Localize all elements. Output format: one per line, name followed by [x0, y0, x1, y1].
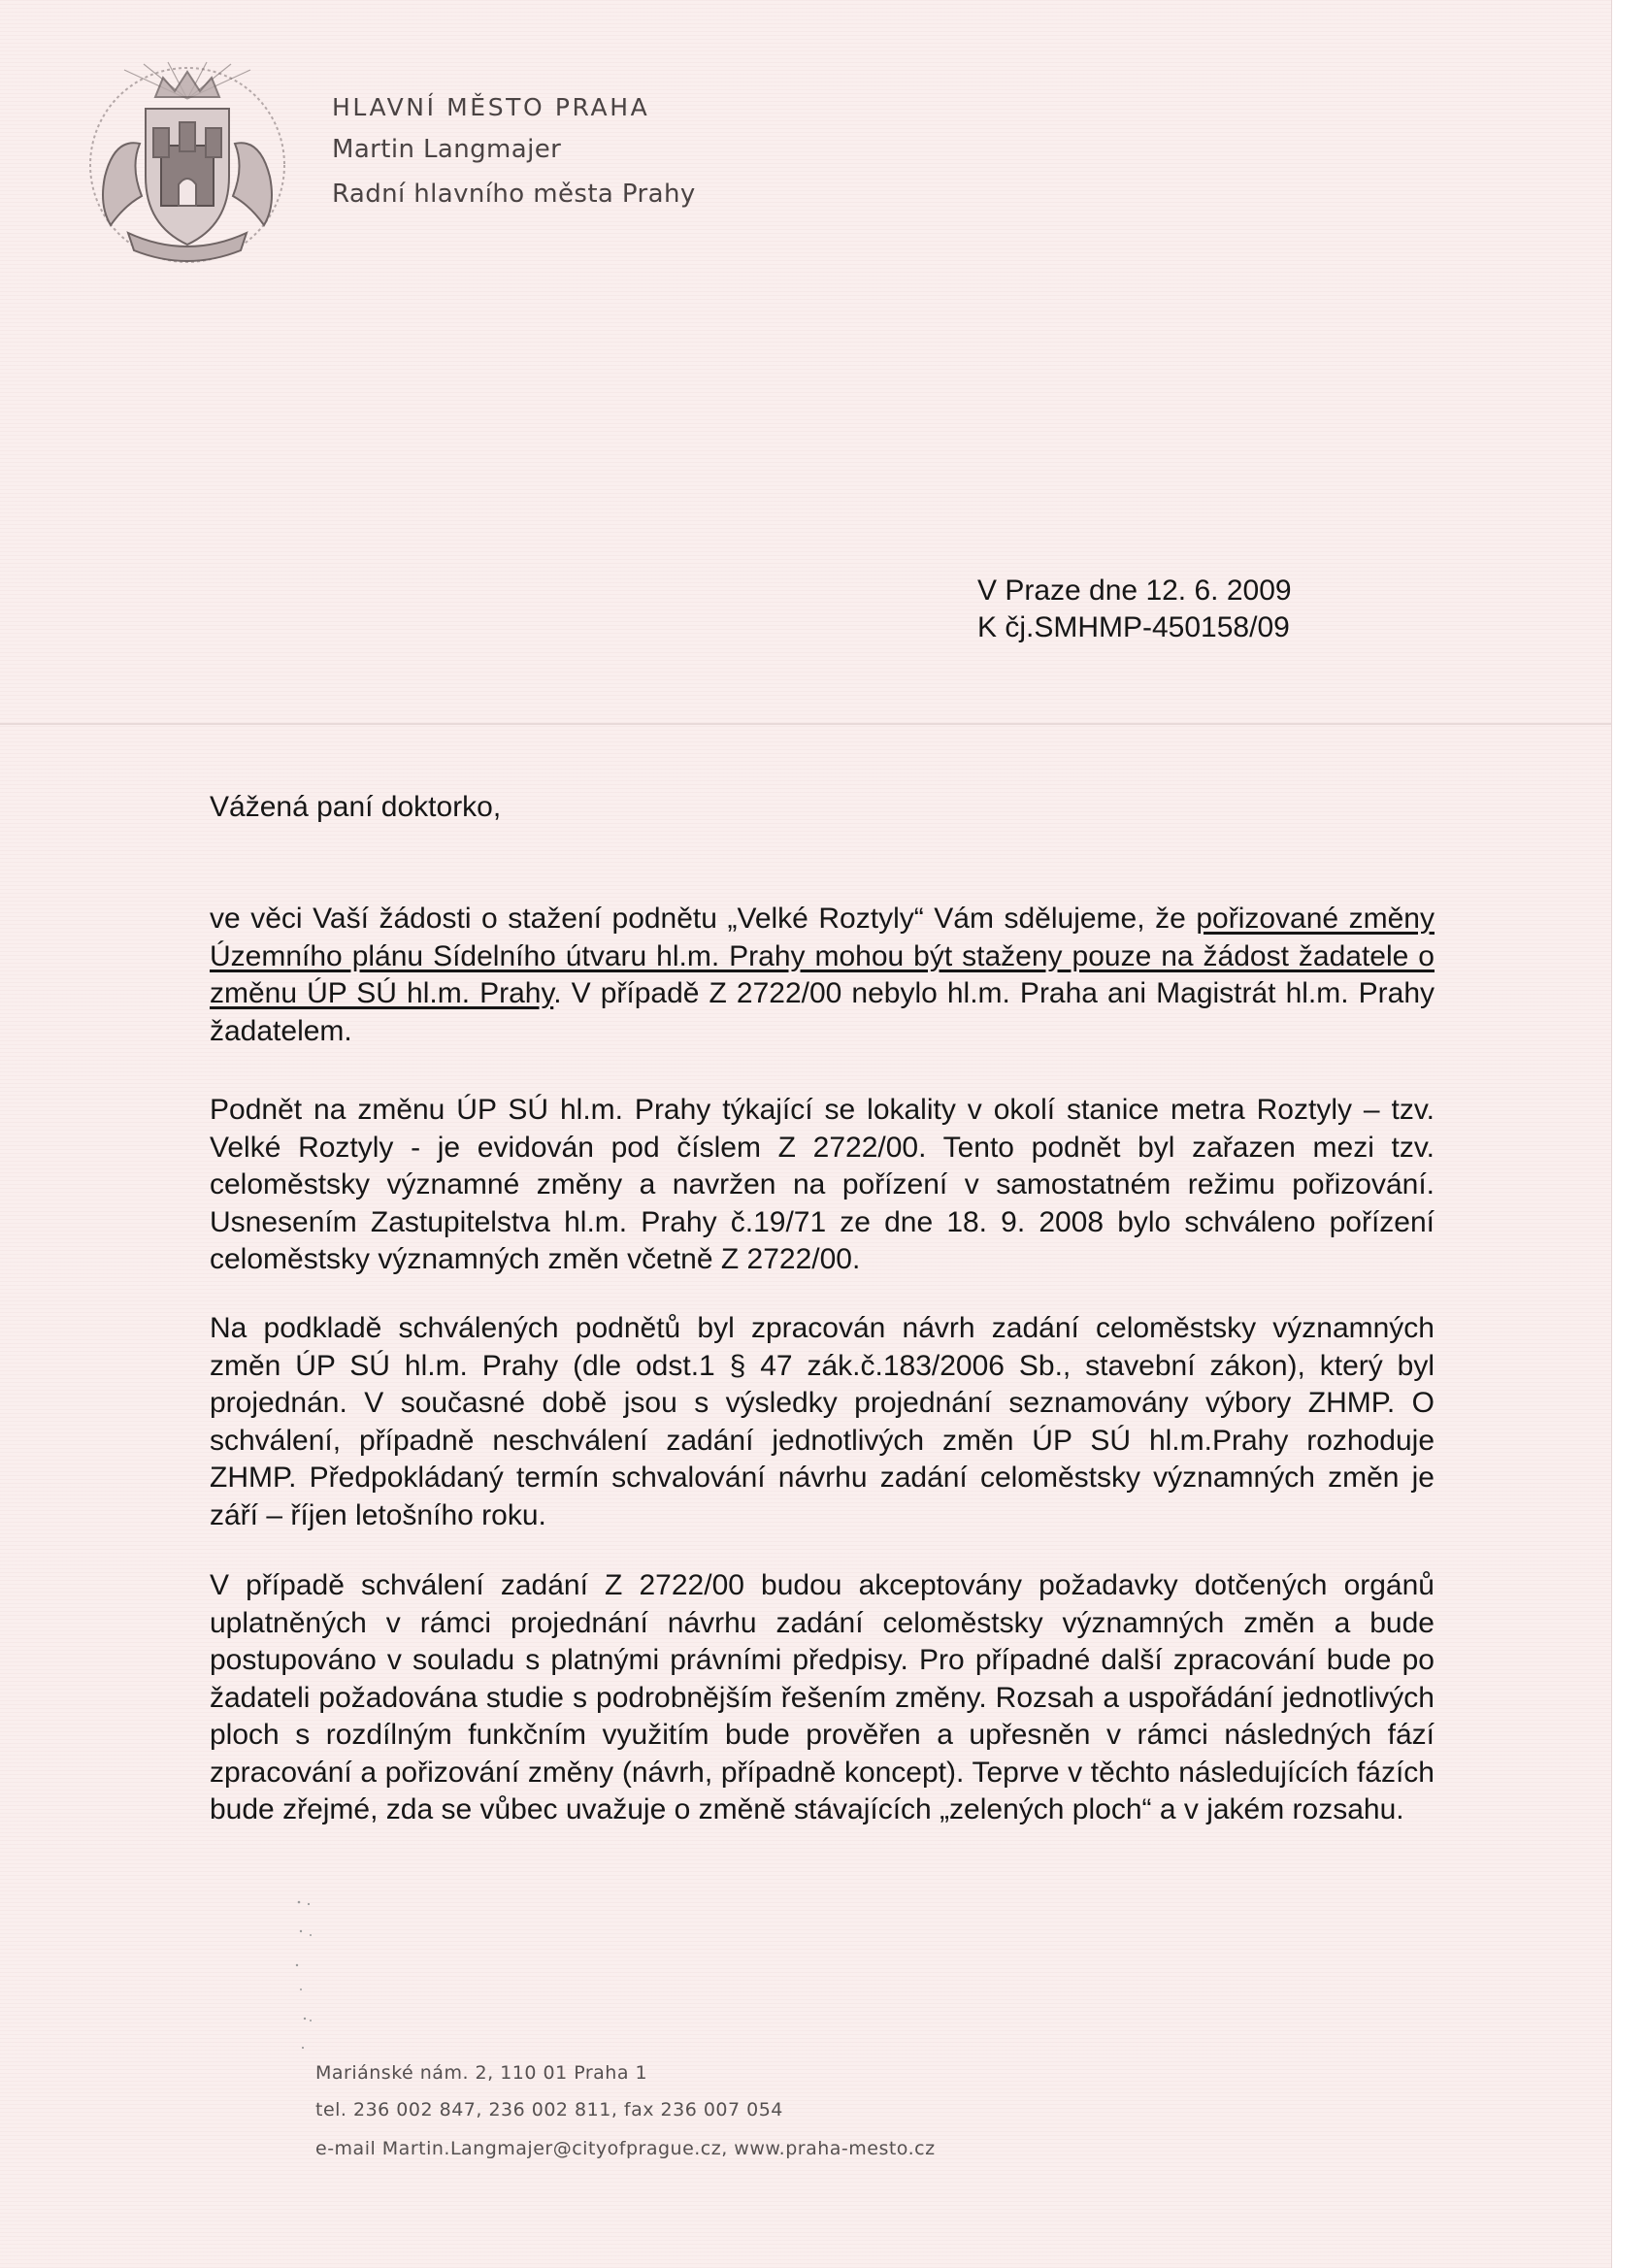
paragraph-1-intro: ve věci Vaší žádosti o stažení podnětu „Velké Roztyly“ Vám sdělujeme, že [210, 903, 1197, 935]
footer-contact: e-mail Martin.Langmajer@cityofprague.cz, www.praha-mesto.cz [315, 2138, 936, 2159]
paragraph-4-text: V případě schválení zadání Z 2722/00 budou akceptovány požadavky dotčených orgánů uplatněných v rámci projednání návrhu zadání celoměstsky významných změn a bude postupováno v souladu s platnými právními předpisy. Pro případné další zpracování bude po žadateli požadována studie s podrobnějším řešením změny. Rozsah a uspořádání jednotlivých ploch s rozdílným funkčním využitím bude prověřen a upřesněn v rámci následných fází zpracování a pořizování změny (návrh, případně koncept). Teprve v těchto následujících fázích bude zřejmé, zda se vůbec uvažuje o změně stávajících „zelených ploch“ a v jakém rozsahu. [210, 1569, 1435, 1825]
paragraph-4 [210, 1567, 1435, 1829]
paragraph-1-underlined: pořizované změny Územního plánu Sídelního útvaru hl.m. Prahy mohou být staženy pouze na žádost žadatele o změnu ÚP SÚ hl.m. Prahy [210, 903, 1435, 1009]
paragraph-3-text: Na podkladě schválených podnětů byl zpracován návrh zadání celoměstsky významných změn ÚP SÚ hl.m. Prahy (dle odst.1 § 47 zák.č.183/2006 Sb., stavební zákon), který byl projednán. V současné době jsou s výsledky projednání seznamovány výbory ZHMP. O schválení, případně neschválení zadání jednotlivých změn ÚP SÚ hl.m.Prahy rozhoduje ZHMP. Předpokládaný termín schvalování návrhu zadání celoměstsky významných změn je září – říjen letošního roku. [210, 1312, 1435, 1531]
salutation: Vážená paní doktorko, [210, 791, 502, 823]
letterhead-city: HLAVNÍ MĚSTO PRAHA [332, 93, 650, 121]
reference-number: K čj.SMHMP-450158/09 [977, 611, 1290, 643]
footer-address: Mariánské nám. 2, 110 01 Praha 1 [315, 2062, 648, 2084]
paragraph-2-text: Podnět na změnu ÚP SÚ hl.m. Prahy týkající se lokality v okolí stanice metra Roztyly – tzv. Velké Roztyly - je evidován pod číslem Z 2722/00. Tento podnět byl zařazen mezi tzv. celoměstsky významné změny a navržen na pořízení v samostatném režimu pořizování. Usnesením Zastupitelstva hl.m. Prahy č.19/71 ze dne 18. 9. 2008 bylo schváleno pořízení celoměstsky významných změn včetně Z 2722/00. [210, 1094, 1435, 1275]
place-date: V Praze dne 12. 6. 2009 [977, 575, 1292, 607]
paper-fold-line [0, 723, 1611, 725]
letterhead-name: Martin Langmajer [332, 135, 562, 164]
letterhead-role: Radní hlavního města Prahy [332, 180, 696, 209]
paragraph-1-rest: . V případě Z 2722/00 nebylo hl.m. Praha ani Magistrát hl.m. Prahy žadatelem. [210, 977, 1435, 1047]
paragraph-3 [210, 1310, 1435, 1534]
scan-specks [291, 1892, 320, 2067]
paragraph-2 [210, 1092, 1435, 1279]
prague-coat-of-arms-icon [85, 60, 289, 266]
date-block [977, 573, 1292, 646]
paragraph-1 [210, 901, 1435, 1050]
footer-phones: tel. 236 002 847, 236 002 811, fax 236 007 054 [315, 2099, 783, 2120]
